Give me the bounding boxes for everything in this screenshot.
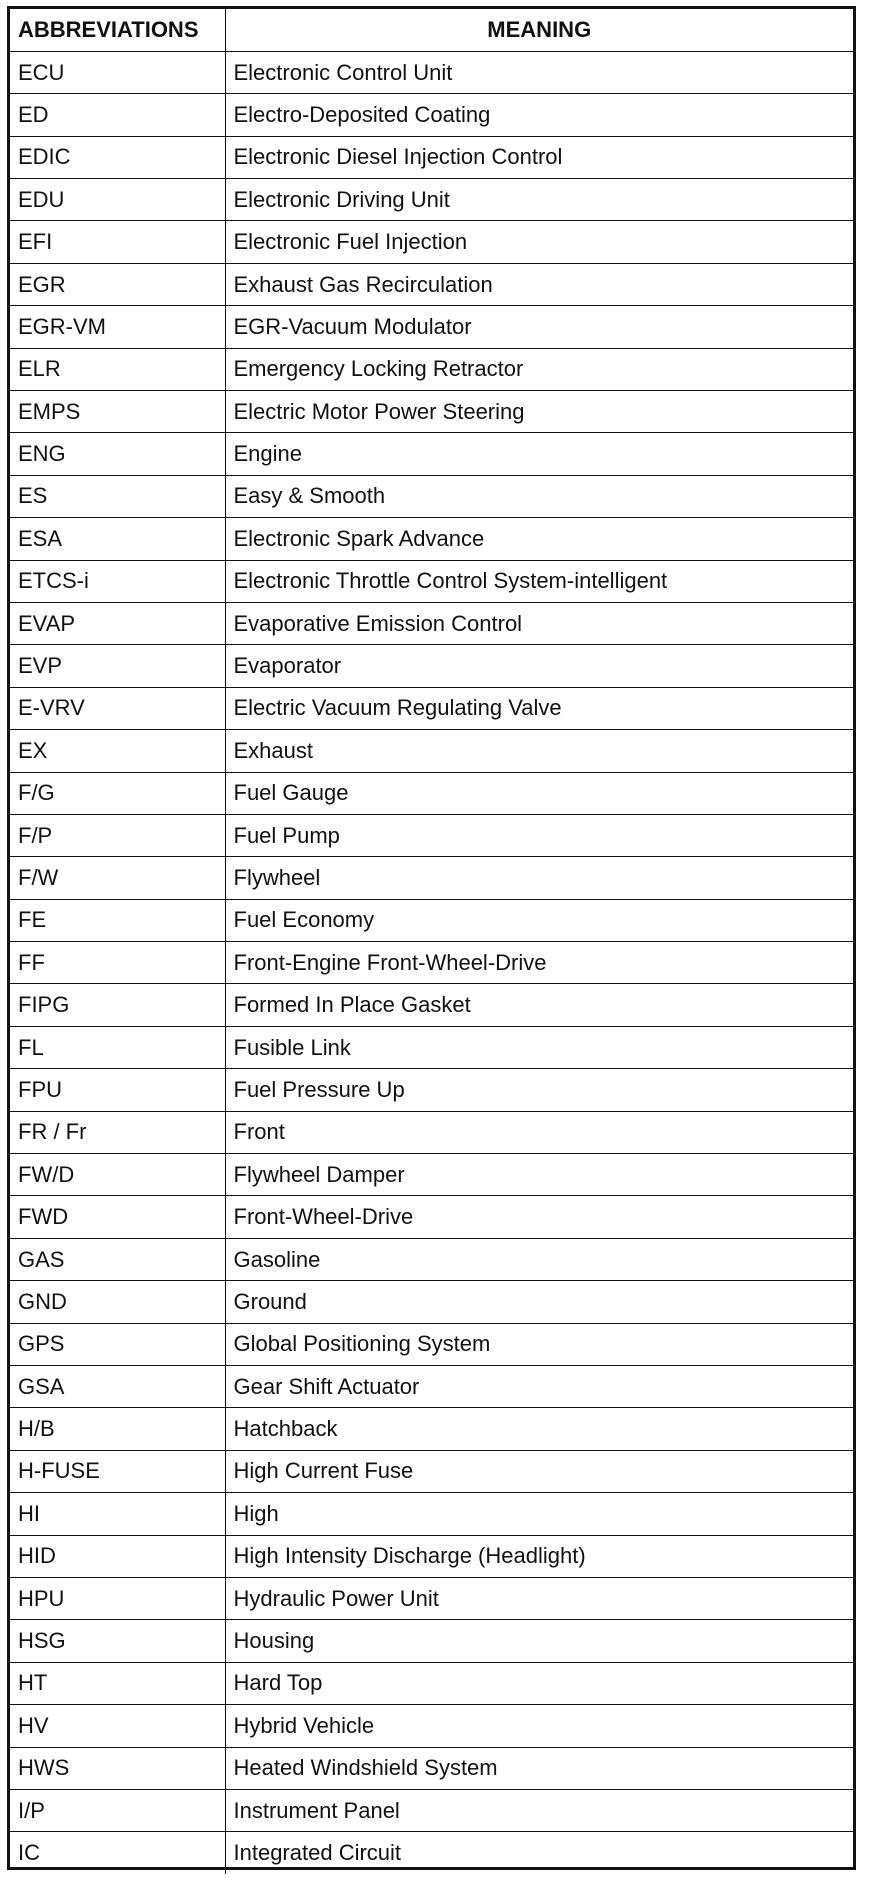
table-row <box>10 1705 853 1747</box>
abbreviation-cell: F/W <box>10 857 225 899</box>
abbreviation-cell: F/P <box>10 814 225 856</box>
abbreviations-table <box>10 9 853 1874</box>
abbreviation-cell: HI <box>10 1493 225 1535</box>
meaning-cell: Electronic Throttle Control System-intelligent <box>225 560 853 602</box>
abbreviation-cell: EMPS <box>10 391 225 433</box>
table-row <box>10 433 853 475</box>
table-row <box>10 645 853 687</box>
table-row <box>10 1408 853 1450</box>
abbreviation-cell: ENG <box>10 433 225 475</box>
meaning-cell: Front <box>225 1111 853 1153</box>
meaning-cell: Fuel Pressure Up <box>225 1069 853 1111</box>
table-row <box>10 179 853 221</box>
meaning-cell: Gear Shift Actuator <box>225 1366 853 1408</box>
abbreviation-cell: ELR <box>10 348 225 390</box>
meaning-cell: Instrument Panel <box>225 1789 853 1831</box>
abbreviation-cell: FPU <box>10 1069 225 1111</box>
meaning-cell: Front-Engine Front-Wheel-Drive <box>225 942 853 984</box>
abbreviation-cell: GSA <box>10 1366 225 1408</box>
table-row <box>10 1662 853 1704</box>
abbreviation-cell: GND <box>10 1281 225 1323</box>
abbreviation-cell: HSG <box>10 1620 225 1662</box>
table-row <box>10 51 853 93</box>
table-row <box>10 348 853 390</box>
meaning-cell: Engine <box>225 433 853 475</box>
abbreviation-cell: HV <box>10 1705 225 1747</box>
meaning-cell: Electronic Spark Advance <box>225 518 853 560</box>
meaning-cell: Electric Motor Power Steering <box>225 391 853 433</box>
meaning-cell: Fuel Gauge <box>225 772 853 814</box>
abbreviation-cell: EX <box>10 730 225 772</box>
meaning-cell: Hydraulic Power Unit <box>225 1577 853 1619</box>
meaning-cell: Housing <box>225 1620 853 1662</box>
meaning-cell: Easy & Smooth <box>225 475 853 517</box>
abbreviation-cell: HPU <box>10 1577 225 1619</box>
abbreviation-cell: FR / Fr <box>10 1111 225 1153</box>
table-row <box>10 221 853 263</box>
table-row <box>10 1789 853 1831</box>
abbreviation-cell: HWS <box>10 1747 225 1789</box>
abbreviation-cell: H/B <box>10 1408 225 1450</box>
abbreviation-cell: EVP <box>10 645 225 687</box>
abbreviation-cell: IC <box>10 1832 225 1874</box>
table-row <box>10 899 853 941</box>
table-row <box>10 1450 853 1492</box>
meaning-cell: Evaporative Emission Control <box>225 602 853 644</box>
meaning-cell: High Current Fuse <box>225 1450 853 1492</box>
table-row <box>10 518 853 560</box>
abbreviation-cell: ES <box>10 475 225 517</box>
table-row <box>10 263 853 305</box>
table-body <box>10 51 853 1874</box>
table-row <box>10 1832 853 1874</box>
meaning-cell: Fuel Economy <box>225 899 853 941</box>
abbreviation-cell: GAS <box>10 1238 225 1280</box>
table-row <box>10 94 853 136</box>
meaning-cell: Electric Vacuum Regulating Valve <box>225 687 853 729</box>
meaning-cell: Flywheel <box>225 857 853 899</box>
abbreviation-cell: FIPG <box>10 984 225 1026</box>
table-row <box>10 1323 853 1365</box>
table-row <box>10 1026 853 1068</box>
table-header-row <box>10 9 853 51</box>
table-row <box>10 1366 853 1408</box>
meaning-cell: Integrated Circuit <box>225 1832 853 1874</box>
meaning-cell: Fuel Pump <box>225 814 853 856</box>
abbreviations-table-frame <box>7 6 856 1870</box>
abbreviation-cell: EGR <box>10 263 225 305</box>
meaning-cell: Formed In Place Gasket <box>225 984 853 1026</box>
meaning-cell: EGR-Vacuum Modulator <box>225 306 853 348</box>
meaning-cell: Electronic Diesel Injection Control <box>225 136 853 178</box>
table-row <box>10 1620 853 1662</box>
abbreviation-cell: FF <box>10 942 225 984</box>
table-row <box>10 1154 853 1196</box>
meaning-cell: Emergency Locking Retractor <box>225 348 853 390</box>
meaning-column-header: MEANING <box>225 9 853 51</box>
abbreviations-column-header: ABBREVIATIONS <box>10 9 225 51</box>
abbreviation-cell: EVAP <box>10 602 225 644</box>
abbreviation-cell: EDIC <box>10 136 225 178</box>
table-row <box>10 1281 853 1323</box>
abbreviation-cell: HID <box>10 1535 225 1577</box>
meaning-cell: Heated Windshield System <box>225 1747 853 1789</box>
table-row <box>10 814 853 856</box>
table-row <box>10 984 853 1026</box>
abbreviation-cell: EFI <box>10 221 225 263</box>
abbreviation-cell: HT <box>10 1662 225 1704</box>
abbreviation-cell: FW/D <box>10 1154 225 1196</box>
table-row <box>10 306 853 348</box>
table-row <box>10 942 853 984</box>
meaning-cell: High Intensity Discharge (Headlight) <box>225 1535 853 1577</box>
abbreviation-cell: F/G <box>10 772 225 814</box>
abbreviation-cell: FL <box>10 1026 225 1068</box>
meaning-cell: Hybrid Vehicle <box>225 1705 853 1747</box>
meaning-cell: Exhaust <box>225 730 853 772</box>
table-row <box>10 1238 853 1280</box>
table-row <box>10 1111 853 1153</box>
abbreviation-cell: EDU <box>10 179 225 221</box>
meaning-cell: Gasoline <box>225 1238 853 1280</box>
abbreviation-cell: I/P <box>10 1789 225 1831</box>
meaning-cell: Ground <box>225 1281 853 1323</box>
meaning-cell: Exhaust Gas Recirculation <box>225 263 853 305</box>
table-row <box>10 687 853 729</box>
table-row <box>10 602 853 644</box>
meaning-cell: Hatchback <box>225 1408 853 1450</box>
abbreviation-cell: FE <box>10 899 225 941</box>
meaning-cell: Global Positioning System <box>225 1323 853 1365</box>
abbreviation-cell: H-FUSE <box>10 1450 225 1492</box>
abbreviation-cell: ECU <box>10 51 225 93</box>
table-row <box>10 475 853 517</box>
meaning-cell: High <box>225 1493 853 1535</box>
abbreviation-cell: EGR-VM <box>10 306 225 348</box>
table-row <box>10 1493 853 1535</box>
meaning-cell: Electronic Control Unit <box>225 51 853 93</box>
abbreviation-cell: ETCS-i <box>10 560 225 602</box>
meaning-cell: Flywheel Damper <box>225 1154 853 1196</box>
table-row <box>10 857 853 899</box>
meaning-cell: Electronic Driving Unit <box>225 179 853 221</box>
abbreviation-cell: GPS <box>10 1323 225 1365</box>
table-row <box>10 136 853 178</box>
table-row <box>10 391 853 433</box>
table-row <box>10 730 853 772</box>
table-row <box>10 1577 853 1619</box>
table-row <box>10 1196 853 1238</box>
table-row <box>10 560 853 602</box>
meaning-cell: Electro-Deposited Coating <box>225 94 853 136</box>
table-row <box>10 1069 853 1111</box>
table-row <box>10 772 853 814</box>
meaning-cell: Front-Wheel-Drive <box>225 1196 853 1238</box>
meaning-cell: Evaporator <box>225 645 853 687</box>
table-row <box>10 1535 853 1577</box>
abbreviation-cell: FWD <box>10 1196 225 1238</box>
abbreviation-cell: E-VRV <box>10 687 225 729</box>
abbreviation-cell: ED <box>10 94 225 136</box>
meaning-cell: Electronic Fuel Injection <box>225 221 853 263</box>
meaning-cell: Hard Top <box>225 1662 853 1704</box>
abbreviation-cell: ESA <box>10 518 225 560</box>
table-row <box>10 1747 853 1789</box>
meaning-cell: Fusible Link <box>225 1026 853 1068</box>
